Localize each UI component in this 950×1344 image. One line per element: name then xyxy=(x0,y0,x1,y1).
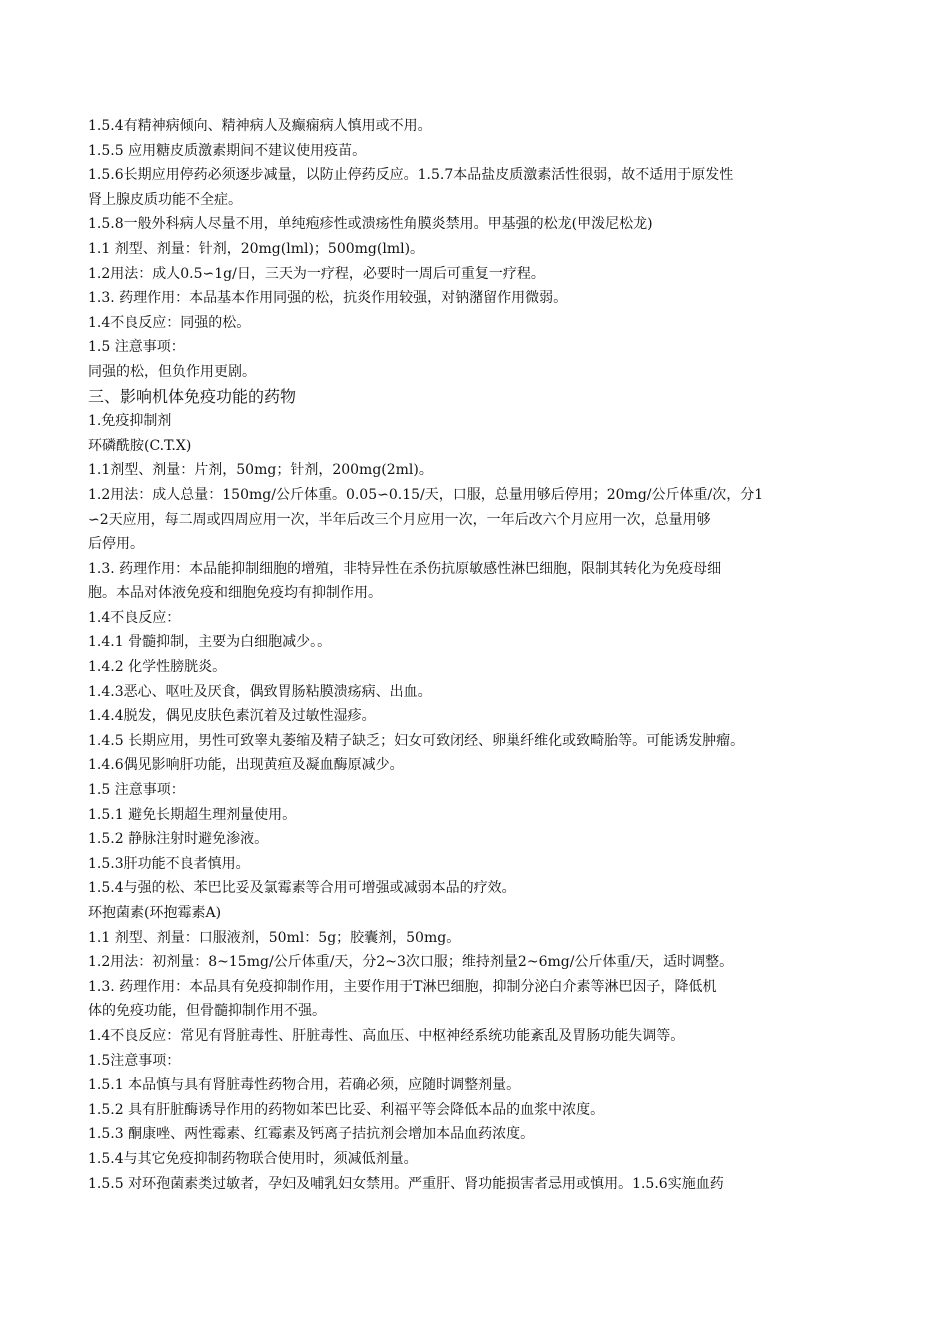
text-line: 1.1剂型、剂量：片剂，50mg；针剂，200mg(2ml)。 xyxy=(88,462,433,479)
text-line: 后停用。 xyxy=(88,536,144,553)
text-line: 1.4.6偶见影响肝功能，出现黄疸及凝血酶原减少。 xyxy=(88,757,404,774)
text-line: 1.5 注意事项： xyxy=(88,339,185,356)
text-line: 1.2用法：成人0.5∽1g/日，三天为一疗程，必要时一周后可重复一疗程。 xyxy=(88,265,545,282)
text-line: 1.5.5 对环孢菌素类过敏者，孕妇及哺乳妇女禁用。严重肝、肾功能损害者忌用或慎用。1.5.6实施血药 xyxy=(88,1175,724,1192)
text-line: 1.2用法：成人总量：150mg/公斤体重。0.05∽0.15/天，口服，总量用够后停用；20mg/公斤体重/次，分1 xyxy=(88,486,764,503)
text-line: 1.4.5 长期应用，男性可致睾丸萎缩及精子缺乏；妇女可致闭经、卵巢纤维化或致畸胎等。可能诱发肿瘤。 xyxy=(88,732,745,749)
text-line: 胞。本品对体液免疫和细胞免疫均有抑制作用。 xyxy=(88,585,382,602)
text-line: 1.3. 药理作用：本品基本作用同强的松，抗炎作用较强，对钠潴留作用微弱。 xyxy=(88,290,568,307)
drug-name: 环抱菌素(环抱霉素A) xyxy=(88,905,222,921)
text-line: 1.4.2 化学性膀胱炎。 xyxy=(88,659,227,676)
text-line: ∽2天应用，每二周或四周应用一次，半年后改三个月应用一次，一年后改六个月应用一次，总量用够 xyxy=(88,511,711,528)
text-line: 1.4.4脱发，偶见皮肤色素沉着及过敏性湿疹。 xyxy=(88,708,376,725)
text-line: 1.4.1 骨髓抑制，主要为白细胞减少。。 xyxy=(88,634,332,651)
text-line: 1.5 注意事项： xyxy=(88,782,185,799)
subsection-heading: 1.免疫抑制剂 xyxy=(88,413,172,430)
text-line: 体的免疫功能，但骨髓抑制作用不强。 xyxy=(88,1003,326,1020)
text-line: 肾上腺皮质功能不全症。 xyxy=(88,191,242,208)
section-heading: 三、影响机体免疫功能的药物 xyxy=(88,386,297,406)
text-line: 1.5.4与其它免疫抑制药物联合使用时，须减低剂量。 xyxy=(88,1150,418,1167)
text-line: 1.5.3肝功能不良者慎用。 xyxy=(88,855,250,872)
text-line: 1.3. 药理作用：本品具有免疫抑制作用，主要作用于T淋巴细胞，抑制分泌白介素等淋巴因子，降低机 xyxy=(88,978,717,995)
text-line: 1.4不良反应：常见有肾脏毒性、肝脏毒性、高血压、中枢神经系统功能紊乱及胃肠功能失调等。 xyxy=(88,1027,685,1044)
text-line: 1.5.4有精神病倾向、精神病人及癫痫病人慎用或不用。 xyxy=(88,118,432,134)
text-line: 1.5.3 酮康唑、两性霉素、红霉素及钙离子拮抗剂会增加本品血药浓度。 xyxy=(88,1126,535,1143)
text-line: 1.4不良反应： xyxy=(88,609,181,626)
text-line: 1.5.6长期应用停药必须逐步减量，以防止停药反应。1.5.7本品盐皮质激素活性很弱，故不适用于原发性 xyxy=(88,167,734,184)
text-line: 1.4不良反应：同强的松。 xyxy=(88,314,251,331)
text-line: 1.5.2 静脉注射时避免渗液。 xyxy=(88,831,269,848)
drug-name: 环磷酰胺(C.T.X) xyxy=(88,437,192,454)
text-line: 1.1 剂型、剂量：口服液剂，50ml：5g；胶囊剂，50mg。 xyxy=(88,929,461,946)
text-line: 1.5.4与强的松、苯巴比妥及氯霉素等合用可增强或减弱本品的疗效。 xyxy=(88,880,516,897)
text-line: 1.2用法：初剂量：8~15mg/公斤体重/天，分2~3次口服；维持剂量2~6mg/公斤体重/天，适时调整。 xyxy=(88,954,734,971)
text-line: 1.5.1 避免长期超生理剂量使用。 xyxy=(88,806,297,823)
text-line: 1.3. 药理作用：本品能抑制细胞的增殖，非特异性在杀伤抗原敏感性淋巴细胞，限制其转化为免疫母细 xyxy=(88,560,722,577)
text-line: 1.5.1 本品慎与具有肾脏毒性药物合用，若确必须，应随时调整剂量。 xyxy=(88,1077,521,1094)
text-line: 1.1 剂型、剂量：针剂，20mg(lml)；500mg(lml)。 xyxy=(88,240,425,257)
text-line: 1.5.5 应用糖皮质激素期间不建议使用疫苗。 xyxy=(88,142,367,159)
text-line: 同强的松，但负作用更剧。 xyxy=(88,363,256,380)
text-line: 1.5注意事项： xyxy=(88,1052,181,1069)
text-line: 1.4.3恶心、呕吐及厌食，偶致胃肠粘膜溃疡病、出血。 xyxy=(88,683,432,700)
text-line: 1.5.2 具有肝脏酶诱导作用的药物如苯巴比妥、利福平等会降低本品的血浆中浓度。 xyxy=(88,1101,605,1118)
text-line: 1.5.8一般外科病人尽量不用，单纯疱疹性或溃疡性角膜炎禁用。甲基强的松龙(甲泼尼松龙) xyxy=(88,216,653,233)
